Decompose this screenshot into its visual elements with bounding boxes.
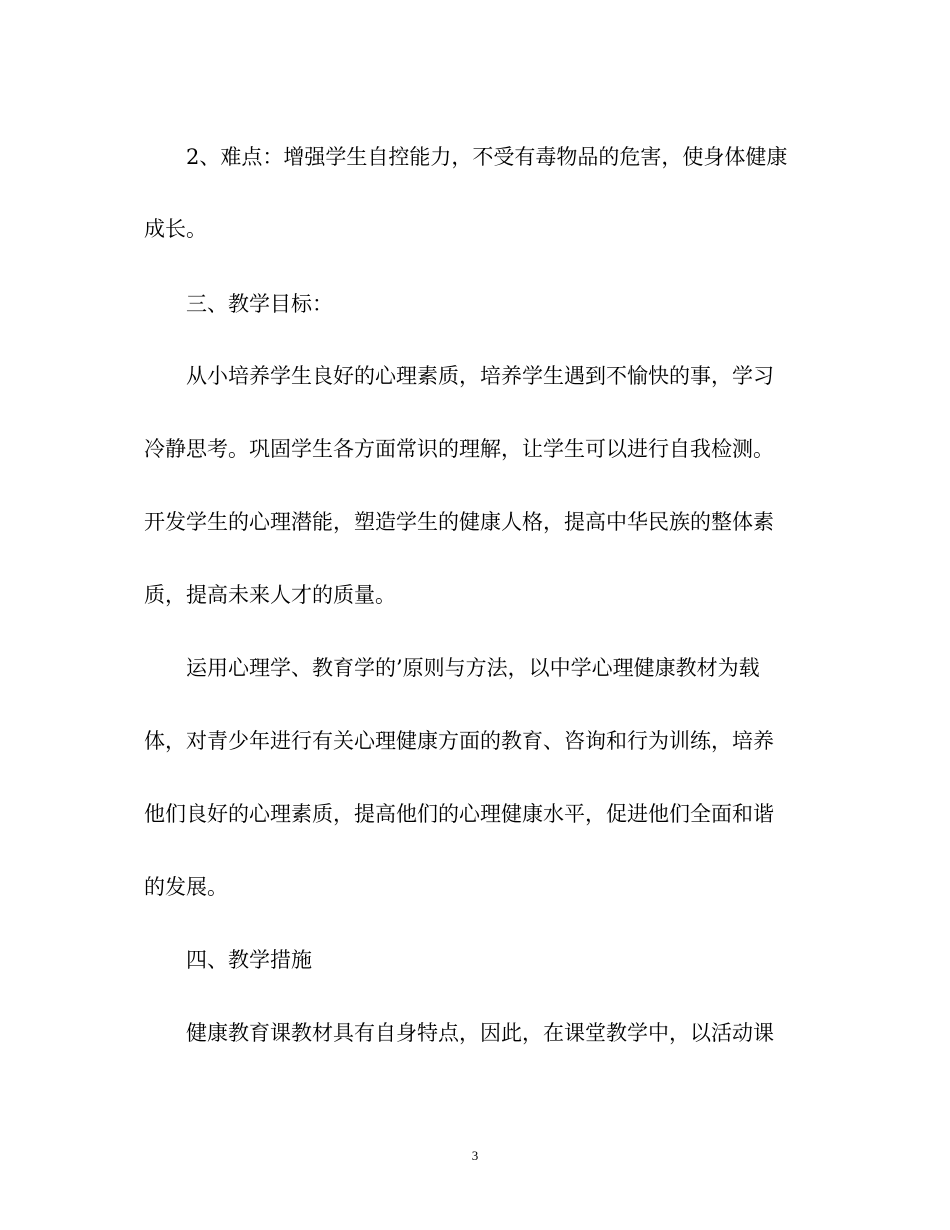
text-line: 2、难点：增强学生自控能力，不受有毒物品的危害，使身体健康 [186, 145, 788, 169]
text-line: 从小培养学生良好的心理素质，培养学生遇到不愉快的事，学习 [186, 364, 774, 388]
page-number: 3 [471, 1148, 479, 1163]
text-line: 的发展。 [144, 875, 228, 899]
text-line: 健康教育课教材具有自身特点，因此，在课堂教学中，以活动课 [186, 1021, 774, 1045]
text-line: 成长。 [144, 217, 207, 241]
section-heading: 四、教学措施 [186, 948, 312, 972]
text-line: 他们良好的心理素质，提高他们的心理健康水平，促进他们全面和谐 [144, 802, 774, 826]
text-line: 冷静思考。巩固学生各方面常识的理解，让学生可以进行自我检测。 [144, 437, 774, 461]
text-line: 开发学生的心理潜能，塑造学生的健康人格，提高中华民族的整体素 [144, 510, 774, 534]
text-line: 运用心理学、教育学的’原则与方法，以中学心理健康教材为载 [186, 656, 760, 680]
text-line: 质，提高未来人才的质量。 [144, 583, 396, 607]
text-line: 体，对青少年进行有关心理健康方面的教育、咨询和行为训练，培养 [144, 729, 774, 753]
section-heading: 三、教学目标： [186, 292, 333, 316]
